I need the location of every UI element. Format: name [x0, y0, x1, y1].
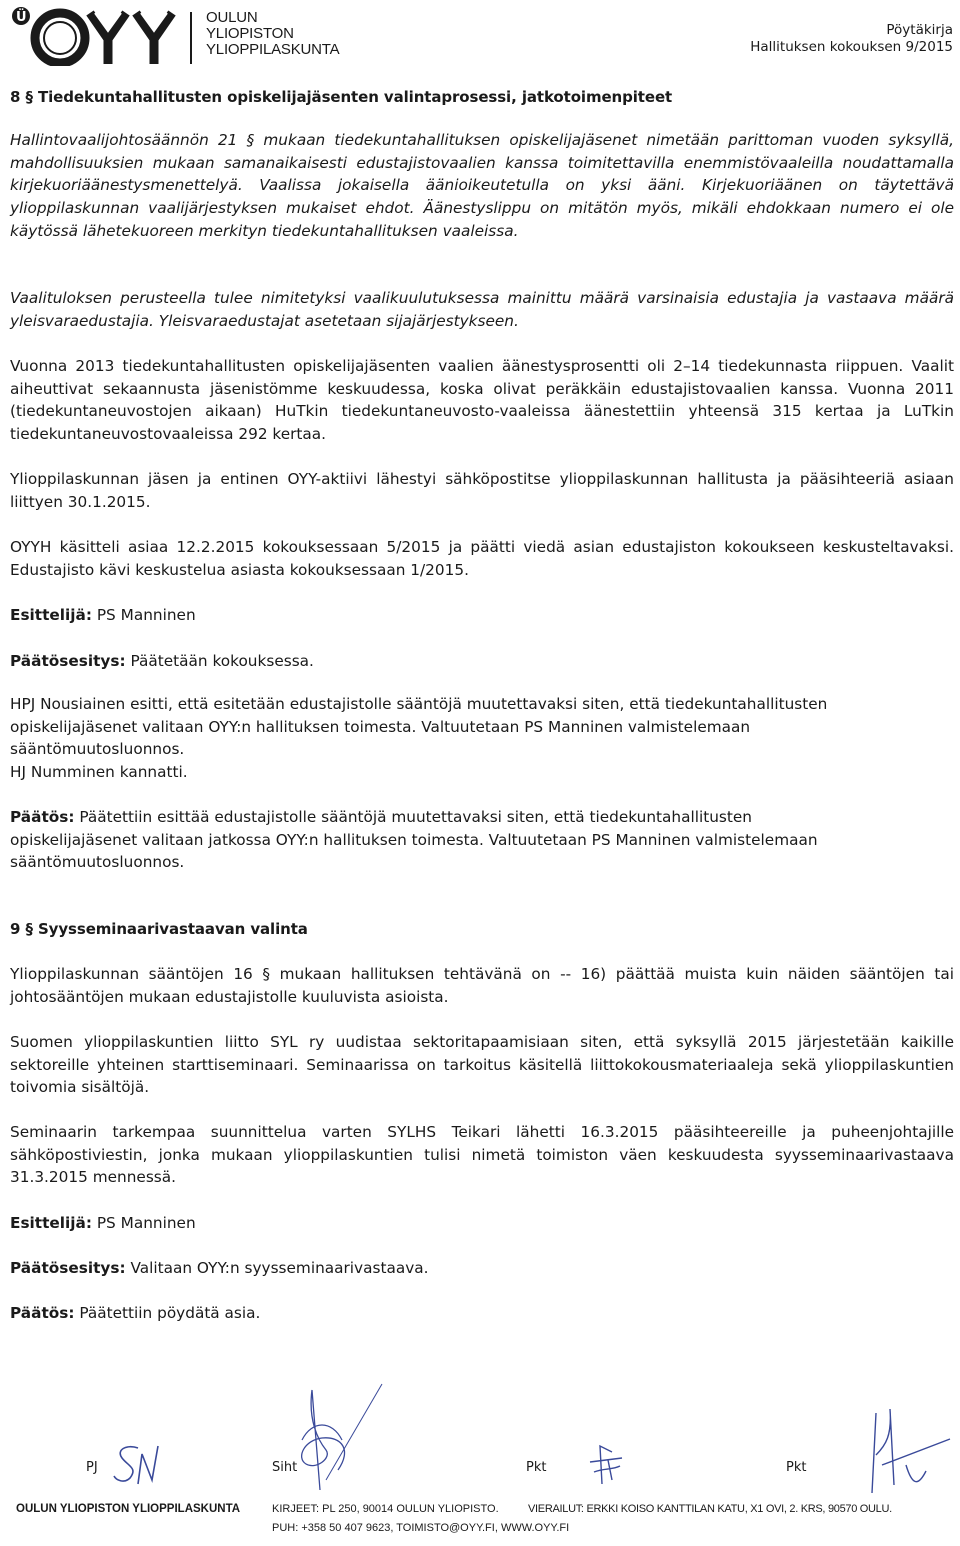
footer-postal-address: KIRJEET: PL 250, 90014 OULUN YLIOPISTO.	[272, 1503, 499, 1515]
footer-visiting-address: VIERAILUT: ERKKI KOISO KANTTILAN KATU, X1 OVI, 2. KRS, 90570 OULU.	[528, 1503, 892, 1515]
section-8-proposal	[10, 650, 954, 673]
logo-line-2: YLIOPISTON	[206, 25, 294, 42]
section-9-decision	[10, 1302, 954, 1325]
signature-pkt-1	[582, 1440, 642, 1490]
proposal-text: Valitaan OYY:n syysseminaarivastaava.	[125, 1259, 429, 1277]
section-9-paragraph-2: Suomen ylioppilaskuntien liitto SYL ry uudistaa sektoritapaamisiaan siten, että syksyllä 2015 järjestetään kaikille sektoreille yhteinen starttiseminaari. Seminaarissa on tarkoitus käsitellä liittokokousmateriaaleja sekä ylioppilaskuntien toivomia sisältöjä.	[10, 1033, 954, 1097]
section-9-paragraph-1: Ylioppilaskunnan sääntöjen 16 § mukaan hallituksen tehtävänä on -- 16) päättää muista kuin näiden sääntöjen tai johtosääntöjen mukaan edustajistolle kuuluvista asioista.	[10, 965, 954, 1006]
signature-pj	[108, 1440, 168, 1490]
presenter-name: PS Manninen	[91, 606, 196, 624]
section-8-presenter	[10, 604, 954, 627]
section-8-paragraph-1: Hallintovaalijohtosäännön 21 § mukaan tiedekuntahallituksen opiskelijajäsenet nimetään parittoman vuoden syksyllä, mahdollisuuksien mukaan samanaikaisesti edustajistovaalien kanssa toimitettavilla enemmistövaaleilla noudattamalla kirjekuoriäänestysmenettelyä. Vaalissa jokaisella äänioikeutetulla on yksi ääni. Kirjekuoriäänen on täytettävä ylioppilaskunnan vaalijärjestyksen mukaiset ehdot. Äänestyslippu on mitätön myös, mikäli ehdokkaan numero ei ole käytössä lähetekuoreen merkityn tiedekuntahallituksen vaaleissa.	[10, 131, 954, 240]
discussion-line: HJ Numminen kannatti.	[10, 763, 188, 782]
document-type: Pöytäkirja	[886, 22, 953, 38]
decision-line: sääntömuutosluonnos.	[10, 853, 185, 872]
signature-label-pj: PJ	[86, 1460, 98, 1475]
document-meta	[750, 22, 953, 56]
footer-contact: PUH: +358 50 407 9623, TOIMISTO@OYY.FI, WWW.OYY.FI	[272, 1522, 570, 1534]
logo-line-1: OULUN	[206, 9, 258, 26]
logo-text	[206, 10, 339, 58]
signature-pkt-2	[856, 1405, 956, 1500]
decision-label: Päätös:	[10, 808, 75, 826]
decision-line: Päätettiin esittää edustajistolle sääntöjä muutettavaksi siten, että tiedekuntahallitusten	[74, 808, 752, 826]
signature-label-pkt-1: Pkt	[526, 1460, 547, 1475]
signature-siht	[282, 1380, 392, 1500]
meeting-number: Hallituksen kokouksen 9/2015	[750, 39, 953, 55]
presenter-label: Esittelijä:	[10, 1214, 92, 1232]
oyy-logo-mark	[10, 4, 200, 66]
section-9-title: 9 § Syysseminaarivastaavan valinta	[10, 920, 308, 938]
signature-label-siht: Siht	[272, 1460, 298, 1475]
svg-text:Ü: Ü	[16, 10, 27, 25]
oyy-logo	[10, 4, 370, 64]
section-8-paragraph-5: OYYH käsitteli asiaa 12.2.2015 kokouksessaan 5/2015 ja päätti viedä asian edustajiston kokoukseen keskusteltavaksi. Edustajisto kävi keskustelua asiasta kokouksessaan 1/2015.	[10, 538, 954, 579]
discussion-line: sääntömuutosluonnos.	[10, 740, 185, 759]
section-8-paragraph-3: Vuonna 2013 tiedekuntahallitusten opiskelijajäsenten vaalien äänestysprosentti oli 2–14 tiedekunnasta riippuen. Vaalit aiheuttivat sekaannusta jäsenistömme keskuudessa, koska olivat peräkkäin edustajistovaalien kanssa. Vuonna 2011 (tiedekuntaneuvostojen aikaan) HuTkin tiedekuntaneuvosto-vaaleissa äänestettiin yhteensä 315 kertaa ja LuTkin tiedekuntaneuvostovaaleissa 292 kertaa.	[10, 357, 954, 444]
section-8-discussion	[10, 693, 954, 784]
section-9-paragraph-3: Seminaarin tarkempaa suunnittelua varten SYLHS Teikari lähetti 16.3.2015 pääsihteereille ja puheenjohtajille sähköpostiviestin, jonka mukaan ylioppilaskuntien tulisi nimetä toimiston väen keskuudesta syysseminaarivastaava 31.3.2015 mennessä.	[10, 1123, 954, 1187]
logo-line-3: YLIOPPILASKUNTA	[206, 41, 340, 58]
proposal-text: Päätetään kokouksessa.	[125, 652, 314, 670]
footer-organization: OULUN YLIOPISTON YLIOPPILASKUNTA	[16, 1503, 241, 1515]
decision-text: Päätettiin pöydätä asia.	[74, 1304, 261, 1322]
section-8-paragraph-4: Ylioppilaskunnan jäsen ja entinen OYY-aktiivi lähestyi sähköpostitse ylioppilaskunnan hallitusta ja pääsihteeriä asiaan liittyen 30.1.2015.	[10, 470, 954, 511]
decision-label: Päätös:	[10, 1304, 75, 1322]
section-8-title: 8 § Tiedekuntahallitusten opiskelijajäsenten valintaprosessi, jatkotoimenpiteet	[10, 88, 673, 106]
proposal-label: Päätösesitys:	[10, 652, 126, 670]
section-8-decision	[10, 806, 954, 874]
presenter-label: Esittelijä:	[10, 606, 92, 624]
discussion-line: opiskelijajäsenet valitaan OYY:n hallituksen toimesta. Valtuutetaan PS Manninen valmistelemaan	[10, 717, 751, 736]
section-9-proposal	[10, 1257, 954, 1280]
decision-line: opiskelijajäsenet valitaan jatkossa OYY:n hallituksen toimesta. Valtuutetaan PS Manninen valmistelemaan	[10, 830, 818, 849]
section-9-presenter	[10, 1212, 954, 1235]
section-8-paragraph-2: Vaalituloksen perusteella tulee nimitetyksi vaalikuulutuksessa mainittu määrä varsinaisia edustajia ja vastaava määrä yleisvaraedustajia. Yleisvaraedustajat asetetaan sijajärjestykseen.	[10, 289, 954, 330]
proposal-label: Päätösesitys:	[10, 1259, 126, 1277]
signature-label-pkt-2: Pkt	[786, 1460, 807, 1475]
discussion-line: HPJ Nousiainen esitti, että esitetään edustajistolle sääntöjä muutettavaksi siten, että tiedekuntahallitusten	[10, 695, 828, 713]
presenter-name: PS Manninen	[91, 1214, 196, 1232]
